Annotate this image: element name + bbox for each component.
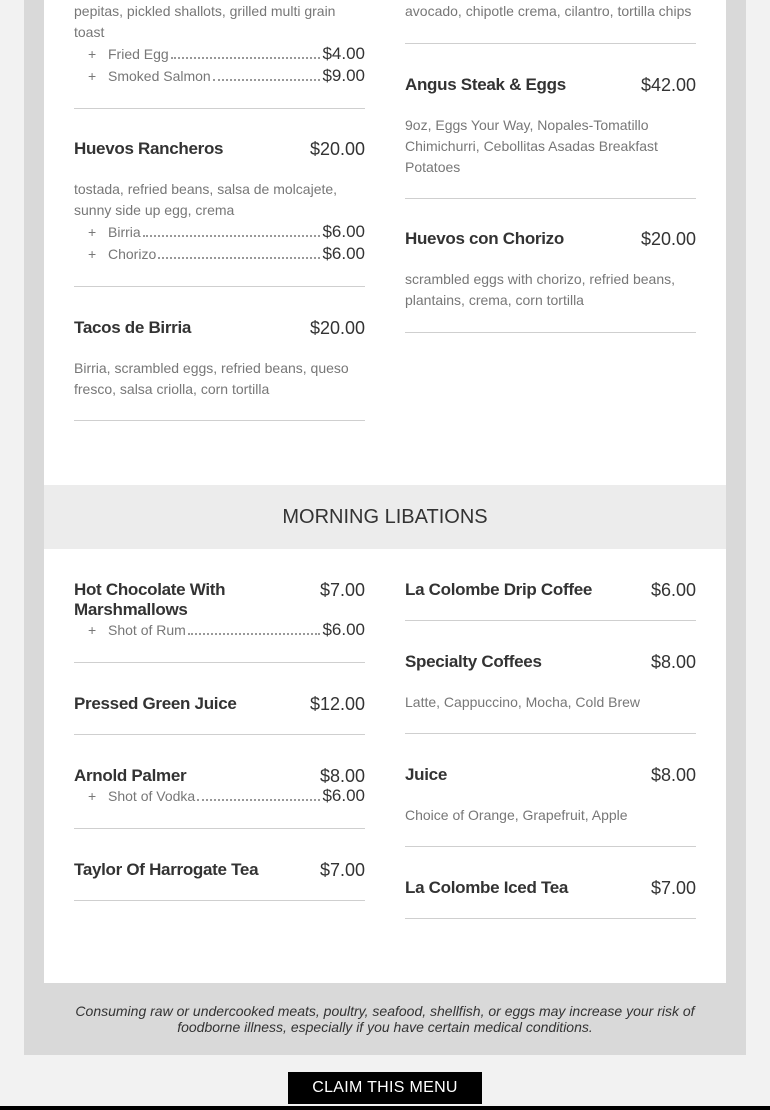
item-description: scrambled eggs with chorizo, refried beans, plantains, crema, corn tortilla <box>405 271 676 308</box>
item-name: Angus Steak & Eggs <box>405 75 566 94</box>
item-description: tostada, refried beans, salsa de molcajete, sunny side up egg, crema <box>74 181 338 218</box>
addon-row <box>74 244 365 266</box>
menu-item <box>74 663 365 735</box>
item-name: Tacos de Birria <box>74 318 192 337</box>
claim-menu-button[interactable]: CLAIM THIS MENU <box>288 1072 482 1104</box>
menu-item <box>74 109 365 287</box>
breakfast-column-left <box>74 0 365 421</box>
addon-price: $6.00 <box>322 620 365 639</box>
addon-row <box>74 44 365 66</box>
menu-item <box>405 44 696 199</box>
food-safety-disclaimer: Consuming raw or undercooked meats, poultry, seafood, shellfish, or eggs may increase your risk of foodborne illness, especially if you have certain medical conditions. <box>75 1003 695 1035</box>
addon-name: Shot of Vodka <box>108 788 196 804</box>
item-name: Pressed Green Juice <box>74 694 237 713</box>
libations-column-left <box>74 549 365 901</box>
item-name: Hot Chocolate With Marshmallows <box>74 580 226 619</box>
item-price: $8.00 <box>650 652 696 672</box>
menu-item <box>405 199 696 333</box>
bottom-divider <box>0 1106 770 1110</box>
item-description: avocado, chipotle crema, cilantro, tortilla chips <box>405 3 692 19</box>
item-price: $7.00 <box>319 860 365 880</box>
menu-item <box>74 735 365 829</box>
addon-name: Chorizo <box>108 246 157 262</box>
item-price: $7.00 <box>319 580 365 600</box>
item-price: $8.00 <box>650 765 696 785</box>
item-price: $20.00 <box>309 139 365 159</box>
item-name: Juice <box>405 765 447 784</box>
item-price: $20.00 <box>309 318 365 338</box>
item-price: $8.00 <box>319 766 365 786</box>
addon-price: $6.00 <box>322 222 365 241</box>
addon-price: $4.00 <box>322 44 365 63</box>
menu-item <box>74 829 365 901</box>
item-description: Choice of Orange, Grapefruit, Apple <box>405 807 628 823</box>
addon-row <box>74 786 365 808</box>
plus-icon: + <box>88 788 97 804</box>
menu-item <box>405 0 696 44</box>
plus-icon: + <box>88 224 97 240</box>
item-name: La Colombe Iced Tea <box>405 878 569 897</box>
item-name: La Colombe Drip Coffee <box>405 580 593 599</box>
item-price: $42.00 <box>640 75 696 95</box>
item-price: $6.00 <box>650 580 696 600</box>
addon-name: Shot of Rum <box>108 622 186 638</box>
addon-row <box>74 620 365 642</box>
addon-name: Birria <box>108 224 141 240</box>
addon-price: $6.00 <box>322 244 365 263</box>
item-description: Birria, scrambled eggs, refried beans, queso fresco, salsa criolla, corn tortilla <box>74 360 349 397</box>
plus-icon: + <box>88 46 97 62</box>
addon-name: Smoked Salmon <box>108 68 211 84</box>
item-name: Huevos con Chorizo <box>405 229 564 248</box>
addon-row <box>74 66 365 88</box>
item-name: Arnold Palmer <box>74 766 187 785</box>
item-description: Latte, Cappuccino, Mocha, Cold Brew <box>405 694 641 710</box>
item-price: $12.00 <box>309 694 365 714</box>
plus-icon: + <box>88 246 97 262</box>
item-price: $7.00 <box>650 878 696 898</box>
menu-item <box>405 549 696 621</box>
menu-item <box>74 549 365 663</box>
breakfast-column-right <box>405 0 696 333</box>
addon-price: $9.00 <box>322 66 365 85</box>
menu-item <box>405 734 696 847</box>
section-title-morning-libations: MORNING LIBATIONS <box>44 485 726 549</box>
libations-column-right <box>405 549 696 919</box>
item-price: $20.00 <box>640 229 696 249</box>
item-description: 9oz, Eggs Your Way, Nopales-Tomatillo Chimichurri, Cebollitas Asadas Breakfast Potatoes <box>405 117 658 175</box>
addon-price: $6.00 <box>322 786 365 805</box>
addon-row <box>74 222 365 244</box>
item-name: Huevos Rancheros <box>74 139 224 158</box>
plus-icon: + <box>88 622 97 638</box>
menu-item <box>74 287 365 421</box>
menu-item <box>405 847 696 919</box>
item-name: Taylor Of Harrogate Tea <box>74 860 259 879</box>
menu-item <box>74 0 365 109</box>
plus-icon: + <box>88 68 97 84</box>
item-description: pepitas, pickled shallots, grilled multi grain toast <box>74 3 336 40</box>
menu-item <box>405 621 696 734</box>
addon-name: Fried Egg <box>108 46 169 62</box>
item-name: Specialty Coffees <box>405 652 542 671</box>
